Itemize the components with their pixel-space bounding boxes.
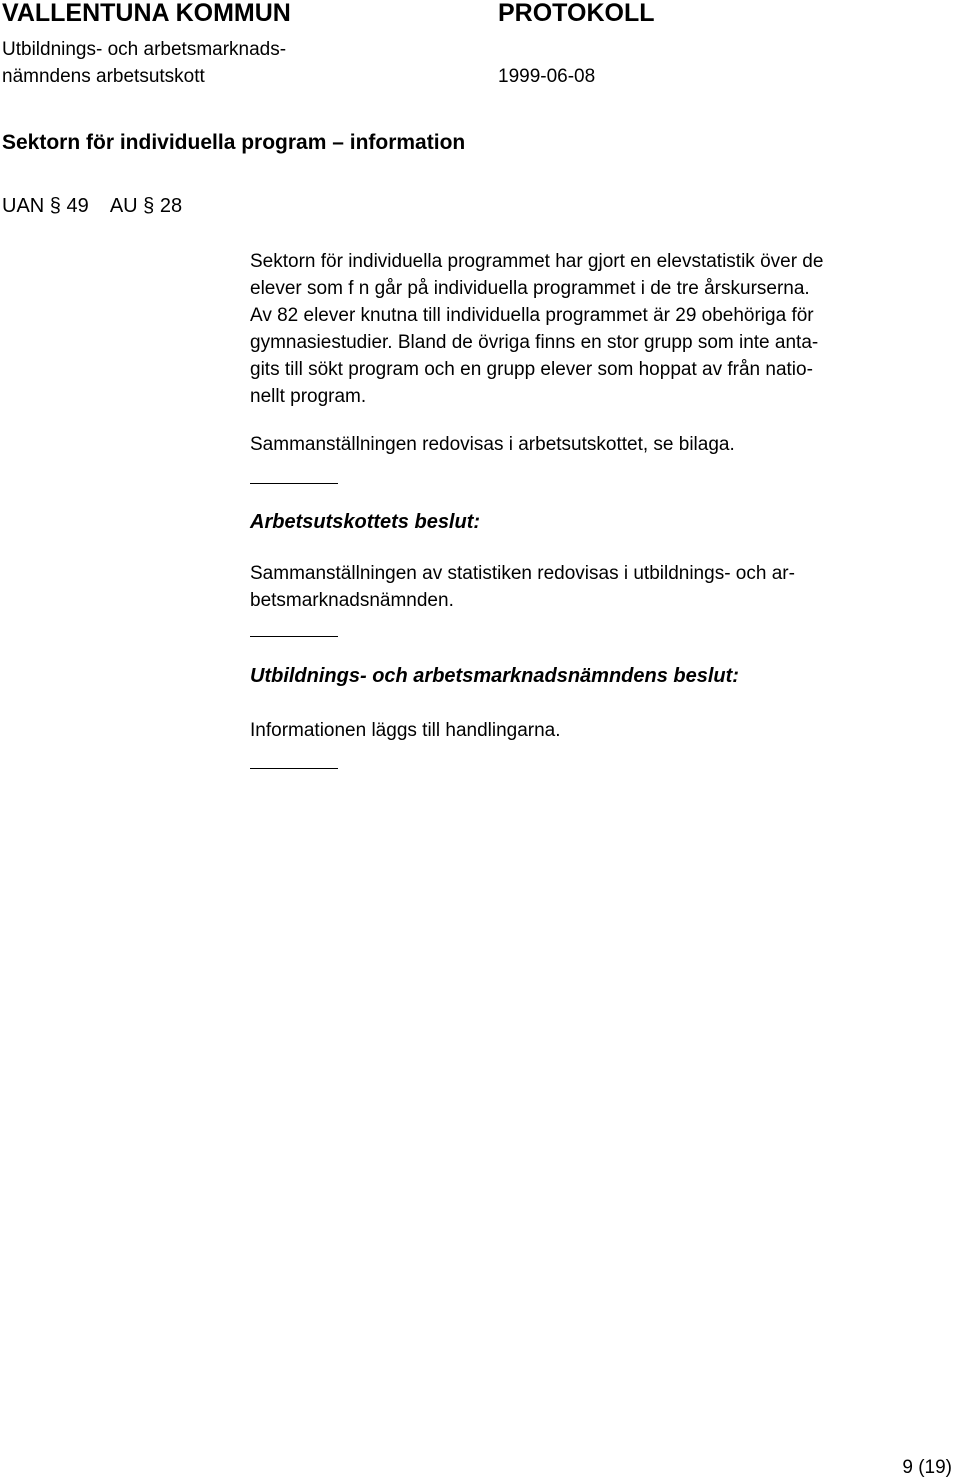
body-paragraph-1 [250,248,950,410]
committee-line-1: Utbildnings- och arbetsmarknads- [2,39,287,60]
body-line: Sektorn för individuella programmet har gjort en elevstatistik över de [250,251,824,272]
uan-decision-heading: Utbildnings- och arbetsmarknadsnämndens beslut: [250,665,739,687]
body-line: Av 82 elever knutna till individuella programmet är 29 obehöriga för [250,305,814,326]
separator-rule [250,768,338,769]
page-number: 9 (19) [902,1457,952,1478]
body-line: gymnasiestudier. Bland de övriga finns en stor grupp som inte anta- [250,332,819,353]
committee-name [2,36,286,90]
meeting-date: 1999-06-08 [498,66,596,87]
paragraph-reference: UAN § 49 AU § 28 [2,195,183,217]
separator-rule [250,636,338,637]
body-line: Sammanställningen redovisas i arbetsutskottet, se bilaga. [250,434,735,455]
committee-line-2: nämndens arbetsutskott [2,66,205,87]
body-line: elever som f n går på individuella programmet i de tre årskurserna. [250,278,810,299]
body-paragraph-2 [250,431,950,458]
organization-name: VALLENTUNA KOMMUN [2,0,291,27]
body-line: gits till sökt program och en grupp elever som hoppat av från natio- [250,359,813,380]
section-title: Sektorn för individuella program – information [2,131,466,154]
document-type: PROTOKOLL [498,0,655,27]
body-line: Sammanställningen av statistiken redovisas i utbildnings- och ar- [250,563,795,584]
separator-rule [250,483,338,484]
body-line: betsmarknadsnämnden. [250,590,454,611]
au-decision-heading: Arbetsutskottets beslut: [250,511,481,533]
au-decision-text [250,560,950,614]
body-line: nellt program. [250,386,367,407]
uan-decision-text [250,717,950,744]
body-line: Informationen läggs till handlingarna. [250,720,561,741]
